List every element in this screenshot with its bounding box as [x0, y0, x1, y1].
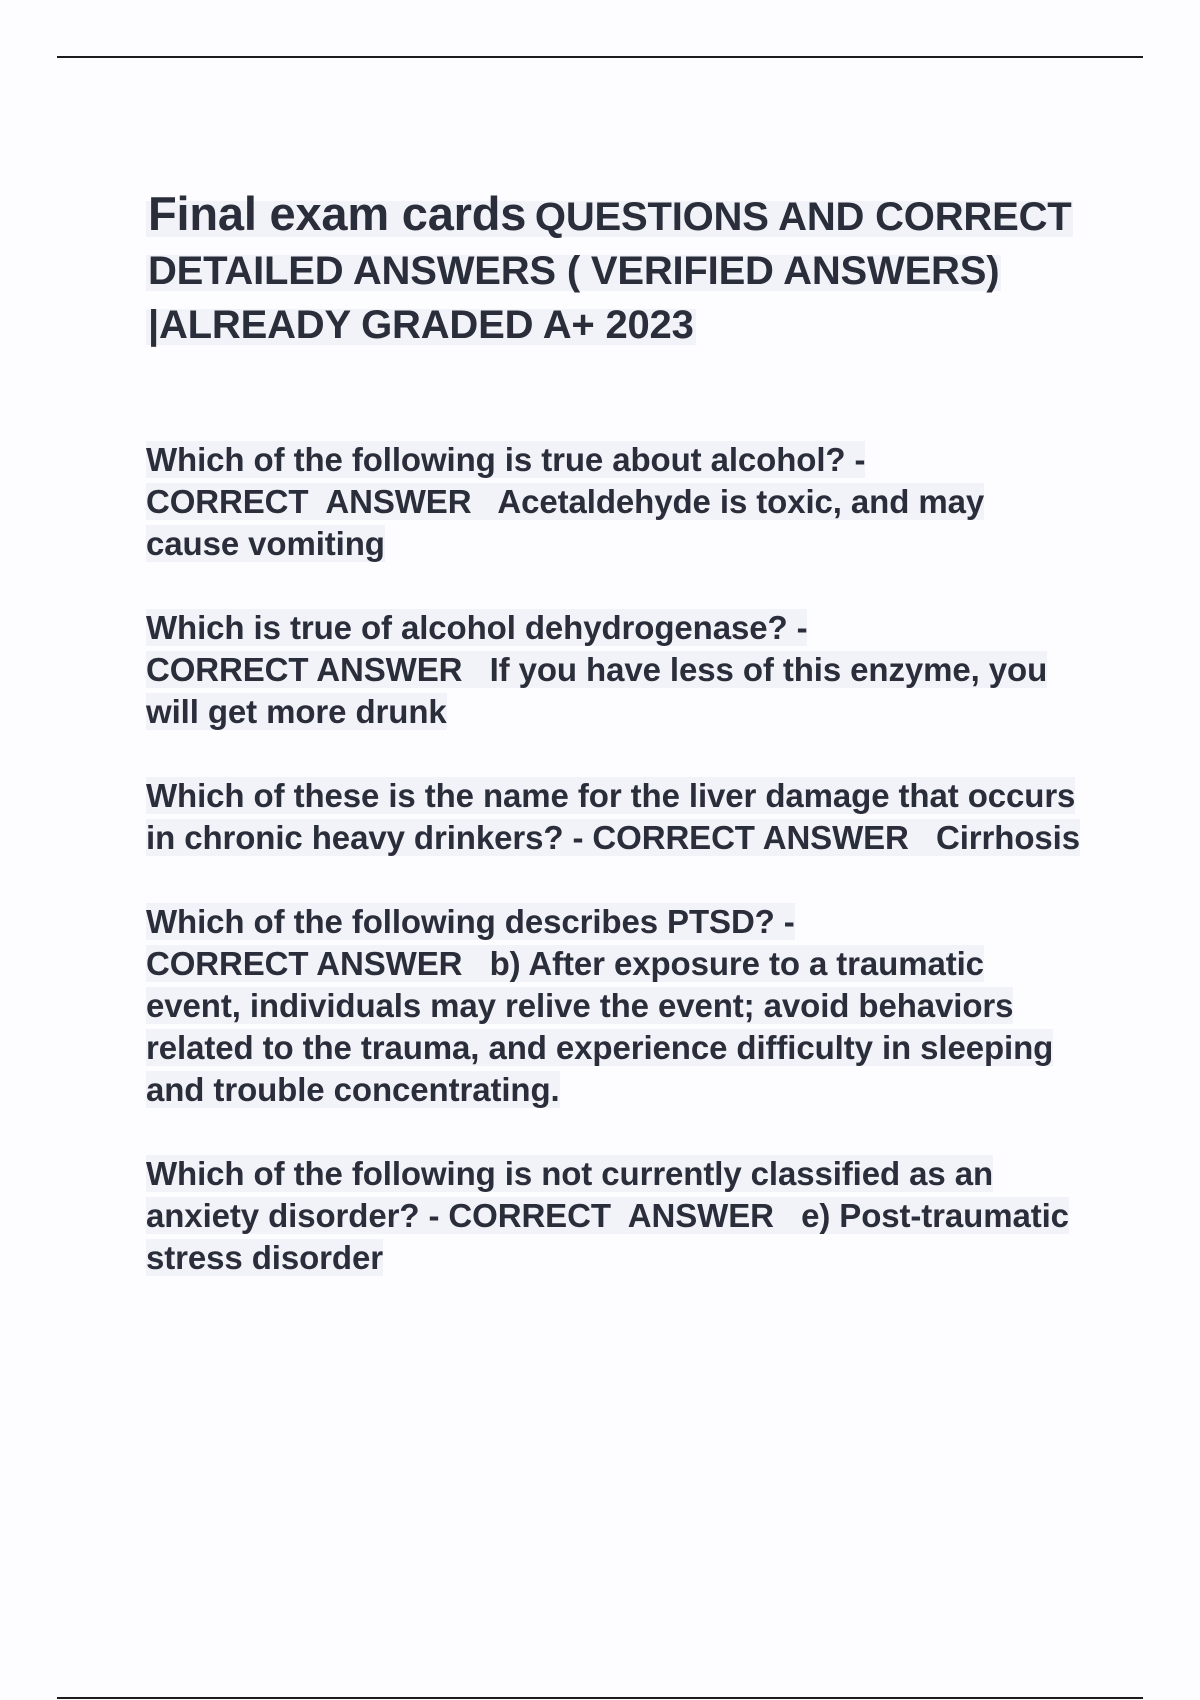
- flashcard: [146, 775, 1086, 859]
- card-question: Which of the following describes PTSD? -: [146, 903, 795, 940]
- card-answer-label: CORRECT ANSWER: [592, 819, 936, 856]
- card-question: Which of these is the name for the liver damage that occurs in chronic heavy drinkers? -: [146, 777, 1076, 856]
- card-question: Which of the following is true about alcohol? -: [146, 441, 866, 478]
- card-answer-label: CORRECT ANSWER: [448, 1197, 802, 1234]
- card-question: Which of the following is not currently classified as an anxiety disorder? -: [146, 1155, 994, 1234]
- card-answer: If you have less of this enzyme, you will get more drunk: [146, 651, 1048, 730]
- document-title: [146, 188, 1086, 353]
- card-answer-label: CORRECT ANSWER: [146, 651, 490, 688]
- card-answer-label: CORRECT ANSWER: [146, 945, 490, 982]
- card-answer: e) Post-traumatic stress disorder: [146, 1197, 1069, 1276]
- title-main: Final exam cards: [148, 187, 527, 240]
- title-subtitle: QUESTIONS AND CORRECT DETAILED ANSWERS ( VERIFIED ANSWERS) |ALREADY GRADED A+ 2023: [148, 195, 1072, 347]
- card-answer-label: CORRECT ANSWER: [146, 483, 498, 520]
- flashcard: [146, 901, 1086, 1111]
- document-body: [146, 188, 1086, 1321]
- card-answer: Cirrhosis: [935, 819, 1080, 856]
- flashcard: [146, 1153, 1086, 1279]
- flashcard: [146, 439, 1086, 565]
- card-answer: b) After exposure to a traumatic event, individuals may relive the event; avoid behaviors related to the trauma, and experience difficulty in sleeping and trouble concentrating.: [146, 945, 1054, 1108]
- bottom-rule: [57, 1697, 1143, 1699]
- flashcard-list: [146, 439, 1086, 1279]
- top-rule: [57, 56, 1143, 58]
- flashcard: [146, 607, 1086, 733]
- card-answer: Acetaldehyde is toxic, and may cause vomiting: [146, 483, 985, 562]
- card-question: Which is true of alcohol dehydrogenase? -: [146, 609, 808, 646]
